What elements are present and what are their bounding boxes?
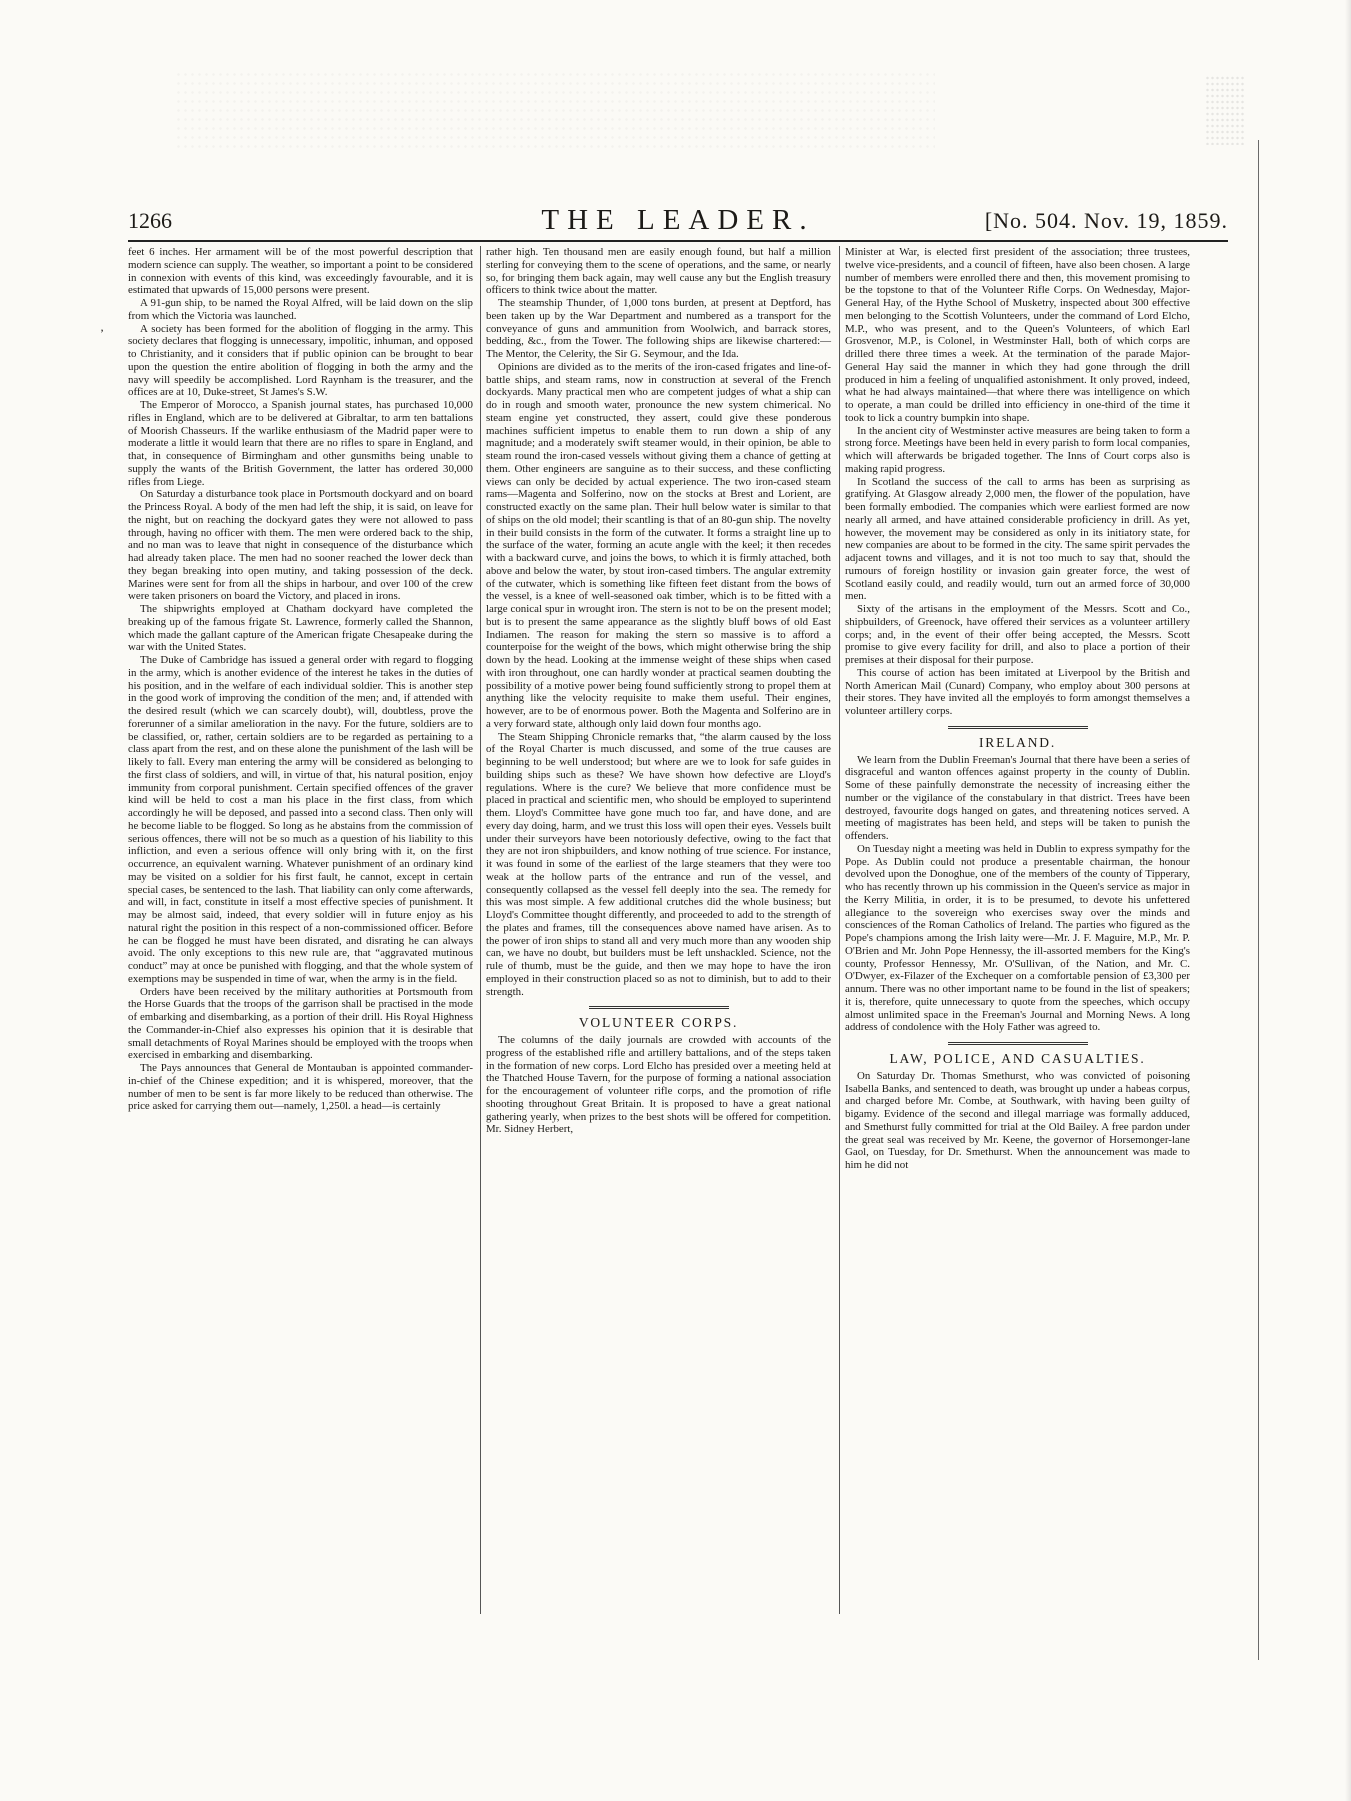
article-paragraph: The Duke of Cambridge has issued a general order with regard to flogging in the army, which is another evidence of the interest he takes in the duties of his position, and in the welfare of each individual soldier. This is another step in the good work of improving the condition of the men; and, if attended with the desired result (which we can scarcely doubt), will, doubtless, prove the forerunner of a similar amelioration in the navy. For the future, soldiers are to be classified, or, rather, certain soldiers are to be regarded as pertaining to a class apart from the rest, and on these alone the punishment of the lash will be likely to fall. Every man entering the army will be considered as belonging to the first class of soldiers, and will, in virtue of that, his natural position, enjoy immunity from corporal punishment. Certain specified offences of the graver kind will be held to cost a man his place in the first class, from which accordingly he will be deposed, and passed into a second class. Then only will he become liable to be flogged. So long as he abstains from the commission of serious offences, there will not be so much as a question of his liability to this infliction, and even a serious offence will only bring with it, on the first occurrence, an equivalent warning. Whatever punishment of an ordinary kind may be visited on a soldier for his first fault, he cannot, except in certain special cases, be sentenced to the lash. That liability can only come afterwards, and will, in fact, constitute in itself a most effective species of punishment. It may be almost said, indeed, that every soldier will in future enjoy as his natural right the position in this respect of a non-commissioned officer. Before he can be flogged he must have been disrated, and disrating he can always avoid. The only exceptions to this new rule are, that “aggravated mutinous conduct” may at once be punished with flogging, and that the whole system of exemptions may be suspended in time of war, when the army is in the field.: [128, 654, 473, 985]
section-rule: [948, 1042, 1088, 1047]
article-paragraph: A society has been formed for the abolition of flogging in the army. This society declares that flogging is unnecessary, impolitic, inhuman, and opposed to Christianity, and it considers that if public opinion can be brought to bear upon the question the entire abolition of flogging in both the army and the navy will speedily be accomplished. Lord Raynham is the treasurer, and the offices are at 10, Duke-street, St James's S.W.: [128, 322, 473, 399]
article-paragraph: rather high. Ten thousand men are easily enough found, but half a million sterling for conveying them to the scene of operations, and the same, or nearly so, for bringing them back again, may well cause any but the English treasury officers to think twice about the matter.: [486, 246, 831, 297]
article-paragraph: On Tuesday night a meeting was held in Dublin to express sympathy for the Pope. As Dublin could not produce a presentable chairman, the honour devolved upon the Donoghue, one of the members of the county of Tipperary, who has recently thrown up his commission in the Queen's service as major in the Kerry Militia, in order, it is to be presumed, to devote his unfettered allegiance to the sovereign who exercises sway over the minds and consciences of the Roman Catholics of Ireland. The parties who figured as the Pope's champions among the Irish laity were—Mr. J. F. Maguire, M.P., Mr. P. O'Brien and Mr. John Pope Hennessy, the ill-assorted members for the King's county, Professor Hennessy, Mr. O'Sullivan, of the Nation, and Mr. C. O'Dwyer, ex-Filazer of the Exchequer on a comfortable pension of £3,300 per annum. There was no other important name to be found in the list of speakers; it is, therefore, quite unnecessary to quote from the speeches, which occupy almost unlimited space in the Freeman's Journal and Morning News. A long address of condolence with the Holy Father was agreed to.: [845, 842, 1190, 1034]
section-rule: [948, 726, 1088, 731]
newspaper-title: THE LEADER.: [541, 204, 815, 236]
article-paragraph: The steamship Thunder, of 1,000 tons burden, at present at Deptford, has been taken up by the War Department and numbered as a transport for the conveyance of guns and ammunition from Woolwich, and barrack stores, bedding, &c., from the Tower. The following ships are likewise chartered:—The Mentor, the Celerity, the Sir G. Seymour, and the Ida.: [486, 297, 831, 360]
column-divider: [839, 246, 840, 1614]
paper-speckle: [175, 70, 935, 150]
page-number: 1266: [128, 208, 172, 233]
page-edge-shadow: [1345, 0, 1351, 1801]
article-paragraph: feet 6 inches. Her armament will be of the most powerful description that modern science can supply. The weather, so important a point to be considered in connexion with events of this kind, was exceedingly favourable, and it is estimated that upwards of 15,000 persons were present.: [128, 246, 473, 297]
masthead: [128, 202, 1228, 236]
article-paragraph: The Emperor of Morocco, a Spanish journal states, has purchased 10,000 rifles in England, which are to be delivered at Gibraltar, to arm ten battalions of Moorish Chasseurs. If the warlike enthusiasm of the Madrid paper were to moderate a little it would learn that there are no rifles to spare in England, and that, in consequence of Birmingham and other gunsmiths being unable to supply the wants of the British Government, the latter has ordered 30,000 rifles from Liege.: [128, 399, 473, 488]
article-paragraph: On Saturday a disturbance took place in Portsmouth dockyard and on board the Princess Royal. A body of the men had left the ship, it is said, on leave for the night, but on reaching the dockyard gates they were not allowed to pass through, having no officer with them. The men were ordered back to the ship, and no man was to leave that night in consequence of the disturbance which had already taken place. The men had no sooner reached the lower deck than they began breaking into open mutiny, and taking possession of the deck. Marines were sent for from all the ships in harbour, and over 100 of the crew were taken prisoners on board the Victory, and placed in irons.: [128, 488, 473, 603]
article-paragraph: The columns of the daily journals are crowded with accounts of the progress of the established rifle and artillery battalions, and of the steps taken in the formation of new corps. Lord Elcho has presided over a meeting held at the Thatched House Tavern, for the purpose of forming a national association for the encouragement of volunteer rifle corps, and the promotion of rifle shooting throughout Great Britain. It is proposed to have a great national gathering yearly, when prizes to the best shots will be offered for competition. Mr. Sidney Herbert,: [486, 1034, 831, 1136]
article-paragraph: In the ancient city of Westminster active measures are being taken to form a strong force. Meetings have been held in every parish to form local companies, which will afterwards be brigaded together. The Inns of Court corps also is making rapid progress.: [845, 424, 1190, 475]
column-divider: [480, 246, 481, 1614]
masthead-rule: [128, 240, 1228, 242]
article-paragraph: Minister at War, is elected first president of the association; three trustees, twelve vice-presidents, and a council of fifteen, have also been chosen. A large number of members were enrolled there and then, this movement promising to be the topstone to that of the Volunteer Rifle Corps. On Wednesday, Major-General Hay, of the Hythe School of Musketry, inspected about 300 effective men belonging to the Scottish Volunteers, under the command of Lord Elcho, M.P., who was present, and to the Queen's Volunteers, of which Earl Grosvenor, M.P., is Colonel, in Westminster Hall, both of which corps are drilled there three times a week. At the termination of the parade Major-General Hay said the manner in which they had gone through the drill produced in him a feeling of unqualified astonishment. It only proved, indeed, what he had always maintained—that where there was intelligence on which to operate, a man could be drilled into efficiency in one-third of the time it took to lick a country bumpkin into shape.: [845, 246, 1190, 424]
section-heading-law-police-casualties: LAW, POLICE, AND CASUALTIES.: [889, 1051, 1146, 1066]
article-paragraph: Sixty of the artisans in the employment of the Messrs. Scott and Co., shipbuilders, of Greenock, have offered their services as a volunteer artillery corps; and, in the event of their offer being accepted, the Messrs. Scott promise to give every facility for drill, and also to place a portion of their premises at their disposal for their purpose.: [845, 603, 1190, 666]
article-paragraph: The Pays announces that General de Montauban is appointed commander-in-chief of the Chinese expedition; and it is whispered, moreover, that the number of men to be sent is far more likely to be reduced than otherwise. The price asked for carrying them out—namely, 1,250l. a head—is certainly: [128, 1062, 473, 1113]
article-paragraph: The Steam Shipping Chronicle remarks that, “the alarm caused by the loss of the Royal Charter is much discussed, and some of the true causes are beginning to be well understood; but where are we to look for safe guides in building ships such as these? We have shown how defective are Lloyd's regulations. Where is the cure? We believe that more confidence must be placed in practical and scientific men, who should be employed to superintend them. Lloyd's Committee have gone much too far, and have done, and are every day doing, harm, and we trust this loss will open their eyes. Vessels built under their surveyors have been notoriously defective, owing to the fact that they are not iron shipbuilders, and know nothing of true science. For instance, it was found in some of the earliest of the large steamers that they were too weak at the hollow parts of the entrance and run of the vessel, and consequently collapsed as the vessel fell deeply into the sea. The remedy for this was most simple. A few additional crutches did the whole business; but Lloyd's Committee thought differently, and proceeded to add to the strength of the plates and frames, till the consequences above named have arisen. As to the power of iron ships to stand all and very much more than any wooden ship can, we have no doubt, but builders must be left unshackled. Science, not the rule of thumb, must be the guide, and then we may hope to have the iron employed in their construction placed so as not to diminish, but to add to their strength.: [486, 730, 831, 998]
column-3: [845, 246, 1190, 1172]
article-paragraph: In Scotland the success of the call to arms has been as surprising as gratifying. At Glasgow already 2,000 men, the flower of the population, have been formally embodied. The companies which were earliest formed are now nearly all armed, and have attained considerable proficiency in drill. As yet, however, the movement may be considered as only in its initiatory state, for new companies are about to be formed in the city. The same spirit pervades the adjacent towns and villages, and it is not too much to say that, should the rumours of foreign hostility or invasion gain greater force, the west of Scotland easily could, and readily would, turn out an armed force of 30,000 men.: [845, 475, 1190, 603]
section-heading-ireland: IRELAND.: [978, 734, 1056, 750]
article-paragraph: This course of action has been imitated at Liverpool by the British and North American Mail (Cunard) Company, who employ about 300 persons at their stores. They have invited all the employés to form amongst themselves a volunteer artillery corps.: [845, 666, 1190, 717]
article-paragraph: The shipwrights employed at Chatham dockyard have completed the breaking up of the famous frigate St. Lawrence, formerly called the Shannon, which made the gallant capture of the American frigate Chesapeake during the war with the United States.: [128, 603, 473, 654]
paper-speckle-right: [1205, 75, 1245, 145]
scan-edge-line: [1258, 140, 1259, 1660]
article-paragraph: We learn from the Dublin Freeman's Journal that there have been a series of disgraceful and wanton offences against property in the county of Dublin. Some of these painfully demonstrate the necessity of increasing either the number or the vigilance of the constabulary in that district. Trees have been destroyed, favourite dogs hanged on gates, and threatening notices served. A meeting of magistrates has been held, and steps will be taken to punish the offenders.: [845, 753, 1190, 842]
issue-number-date: [No. 504. Nov. 19, 1859.: [984, 208, 1228, 233]
section-rule: [589, 1006, 729, 1011]
column-2: [486, 246, 831, 1136]
article-paragraph: Opinions are divided as to the merits of the iron-cased frigates and line-of-battle ships, and steam rams, now in construction at several of the French dockyards. Many practical men who are competent judges of what a ship can do in rough and smooth water, pronounce the new system chimerical. No steam engine yet constructed, they assert, could give these ponderous machines sufficient impetus to enable them to run down a ship of any magnitude; and a moderately swift steamer would, in their opinion, be able to steam round the iron-cased vessels without giving them a chance of getting at them. Other engineers are sanguine as to their success, and these conflicting views can only be decided by actual experience. The two iron-cased steam rams—Magenta and Solferino, now on the stocks at Brest and Lorient, are constructed exactly on the same plan. Their hull below water is similar to that of ships on the old model; their scantling is that of an 80-gun ship. The novelty in their build consists in the form of the cutwater. It forms a straight line up to the surface of the water, forming an acute angle with the keel; it then recedes with a backward curve, and joins the bows, to which it is firmly attached, both above and below the water, by stout iron-cased timbers. The angular extremity of the cutwater, which is something like fifteen feet distant from the bows of the vessel, is a knee of well-seasoned oak timber, which is to be fitted with a large conical spur in wrought iron. The stern is not to be on the present model; but is to present the same appearance as the slightly bluff bows of old East Indiamen. The reason for making the stern so massive is to afford a counterpoise for the weight of the bows, which might otherwise bring the ship down by the head. Looking at the immense weight of these ships when cased with iron throughout, one can hardly wonder at practical seamen doubting the possibility of a motive power being found sufficiently strong to propel them at anything like the velocity requisite to make them useful. Their engines, however, are to be of enormous power. Both the Magenta and Solferino are in a very forward state, although only laid down four months ago.: [486, 360, 831, 730]
article-paragraph: Orders have been received by the military authorities at Portsmouth from the Horse Guards that the troops of the garrison shall be practised in the mode of embarking and disembarking, as a portion of their drill. His Royal Highness the Commander-in-Chief also expresses his opinion that it is desirable that small detachments of Royal Marines should be employed with the troops when exercised in embarking and disembarking.: [128, 985, 473, 1062]
column-1: [128, 246, 473, 1113]
article-paragraph: A 91-gun ship, to be named the Royal Alfred, will be laid down on the slip from which the Victoria was launched.: [128, 297, 473, 322]
margin-mark: ’: [100, 326, 104, 340]
section-heading-volunteer-corps: VOLUNTEER CORPS.: [578, 1015, 739, 1031]
article-paragraph: On Saturday Dr. Thomas Smethurst, who was convicted of poisoning Isabella Banks, and sentenced to death, was brought up under a habeas corpus, and charged before Mr. Combe, at Southwark, with having been guilty of bigamy. Evidence of the second and illegal marriage was formally adduced, and Smethurst fully committed for trial at the Old Bailey. A free pardon under the great seal was received by Mr. Keene, the governor of Horsemonger-lane Gaol, on Tuesday, for Dr. Smethurst. When the announcement was made to him he did not: [845, 1069, 1190, 1171]
